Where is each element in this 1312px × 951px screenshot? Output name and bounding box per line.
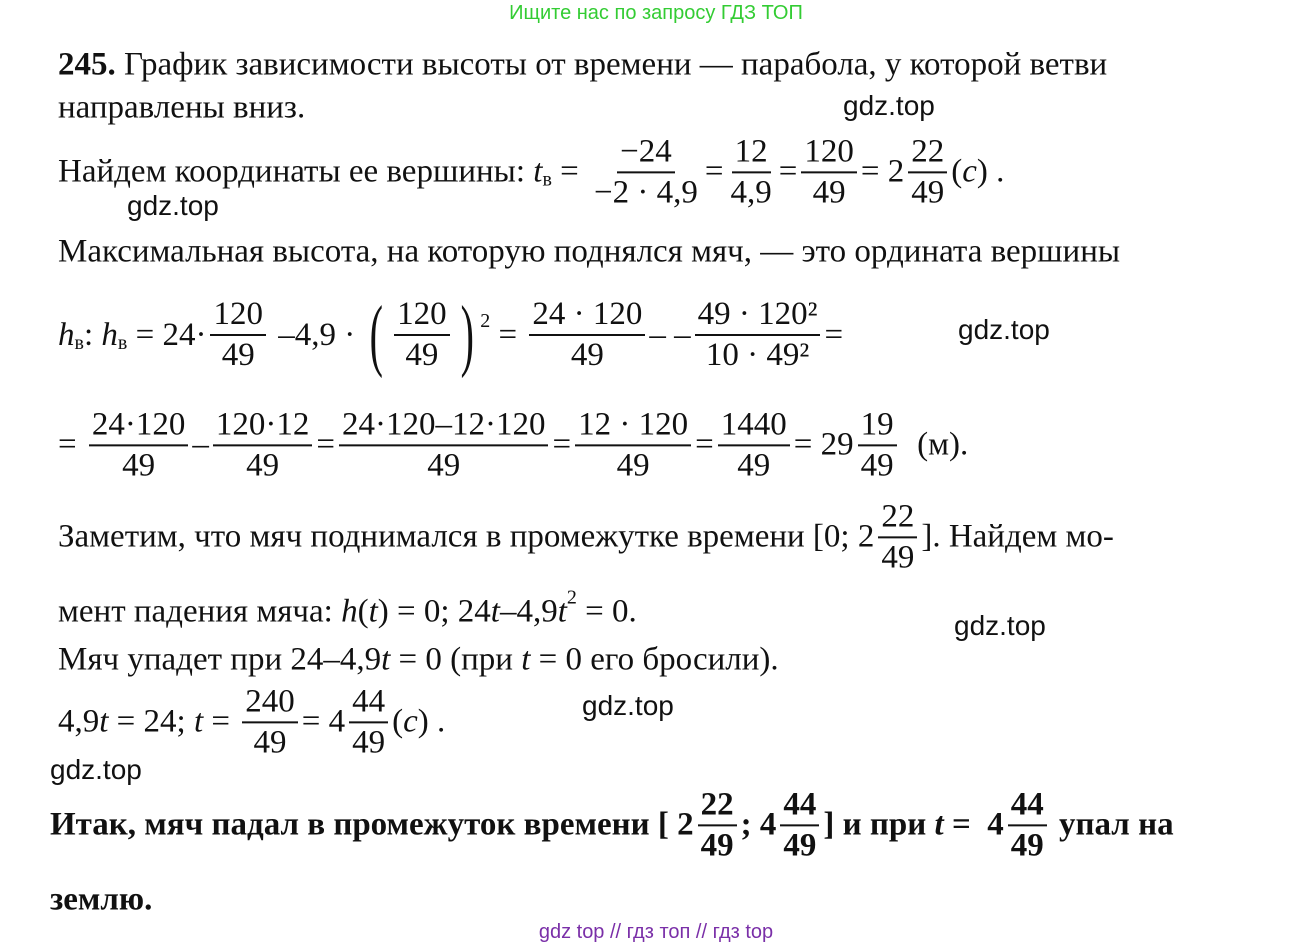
variable: t [934, 806, 944, 843]
fraction [210, 297, 266, 372]
fraction [698, 787, 737, 862]
fraction [529, 297, 645, 372]
variable: h [58, 316, 75, 353]
fraction [575, 407, 691, 482]
fraction [858, 407, 897, 482]
denominator: −2 · 4,9 [594, 174, 698, 210]
search-hint-header: Ищите нас по запросу ГДЗ ТОП [509, 2, 803, 24]
denominator: 49 [1010, 827, 1044, 863]
text-line [58, 586, 637, 631]
denominator: 49 [246, 447, 280, 483]
variable: h [101, 316, 118, 353]
text-segment: ( [951, 153, 963, 190]
text-segment: Заметим, что мяч поднимался в промежутке времени [0; 2 [58, 518, 875, 555]
text-segment: землю. [50, 881, 153, 918]
text-line [50, 882, 152, 919]
variable: c [403, 703, 418, 740]
text-segment: = 0 (при [390, 641, 522, 678]
denominator: 49 [616, 447, 650, 483]
denominator: 49 [570, 337, 604, 373]
denominator: 10 · 49² [705, 337, 810, 373]
watermark: gdz.top [582, 690, 674, 721]
text-segment: – [192, 426, 209, 463]
text-segment: : [83, 316, 102, 353]
denominator: 49 [405, 337, 439, 373]
fraction [801, 134, 857, 209]
numerator: 24·120 [89, 407, 189, 446]
fraction [394, 297, 450, 372]
text-segment: = 4 [301, 703, 346, 740]
numerator: 19 [858, 407, 897, 446]
text-segment: ( [392, 703, 404, 740]
numerator: 120 [210, 297, 266, 336]
watermark: gdz.top [843, 90, 935, 121]
numerator: 12 · 120 [575, 407, 691, 446]
text-segment: ) . [417, 703, 446, 740]
text-line [58, 499, 1114, 574]
watermark: gdz.top [954, 610, 1046, 641]
numerator: 44 [1008, 787, 1047, 826]
numerator: 44 [349, 684, 388, 723]
fraction [89, 407, 189, 482]
fraction [242, 684, 298, 759]
text-segment: – – [649, 316, 691, 353]
fraction [591, 134, 701, 209]
text-line [58, 90, 305, 127]
denominator: 49 [253, 724, 287, 760]
watermark: gdz.top [958, 314, 1050, 345]
variable: t [490, 593, 500, 630]
denominator: 49 [700, 827, 734, 863]
numerator: 44 [780, 787, 819, 826]
variable: h [341, 593, 358, 630]
text-line [58, 407, 968, 482]
denominator: 49 [427, 447, 461, 483]
fraction [718, 407, 790, 482]
text-line [58, 684, 445, 759]
numerator: 12 [732, 134, 771, 173]
text-segment: ( [357, 593, 369, 630]
fraction [213, 407, 313, 482]
text-segment: = [695, 426, 714, 463]
watermark: gdz.top [50, 754, 142, 785]
text-line [58, 642, 779, 679]
denominator: 4,9 [730, 174, 772, 210]
text-segment: = 2 [860, 153, 905, 190]
denominator: 49 [122, 447, 156, 483]
numerator: 1440 [718, 407, 790, 446]
variable: t [368, 593, 378, 630]
denominator: 49 [860, 447, 894, 483]
numerator: 240 [242, 684, 298, 723]
text-segment: ) . [976, 153, 1005, 190]
text-segment: = 4 [943, 806, 1004, 843]
numerator: 120 [801, 134, 857, 173]
variable: t [521, 641, 531, 678]
denominator: 49 [352, 724, 386, 760]
text-segment: = [551, 153, 588, 190]
numerator: 49 · 120² [695, 297, 821, 336]
denominator: 49 [783, 827, 817, 863]
text-segment: Итак, мяч падал в промежуток времени [ 2 [50, 806, 694, 843]
text-segment: = [778, 153, 798, 190]
text-segment: Мяч упадет при 24–4,9 [58, 641, 382, 678]
footer-links: gdz top // гдз топ // гдз top [538, 921, 774, 943]
denominator: 49 [881, 539, 915, 575]
text-segment: мент падения мяча: [58, 593, 342, 630]
fraction [878, 499, 917, 574]
text-segment: ]. Найдем мо- [921, 518, 1114, 555]
denominator: 49 [221, 337, 255, 373]
text-segment: –4,9 · [269, 316, 364, 353]
variable: t [533, 153, 543, 190]
fraction [780, 787, 819, 862]
text-segment: = [58, 426, 85, 463]
fraction [349, 684, 388, 759]
numerator: 22 [878, 499, 917, 538]
variable: c [962, 153, 977, 190]
denominator: 49 [911, 174, 945, 210]
text-segment: ) = 0; 24 [377, 593, 491, 630]
text-segment: = [704, 153, 724, 190]
text-segment: (м). [900, 426, 969, 463]
problem-number: 245. [58, 46, 116, 83]
text-segment: = 0. [576, 593, 637, 630]
text-line [58, 291, 844, 379]
text-segment: Найдем координаты ее вершины: [58, 153, 534, 190]
numerator: 120·12 [213, 407, 313, 446]
watermark: gdz.top [127, 190, 219, 221]
text-segment: = 24· [127, 316, 207, 353]
text-line [50, 787, 1174, 862]
subscript: в [117, 331, 128, 354]
text-segment: направлены вниз. [58, 89, 306, 126]
text-segment: 4,9 [58, 703, 100, 740]
subscript: в [542, 168, 552, 191]
fraction [695, 297, 821, 372]
denominator: 49 [737, 447, 771, 483]
fraction [728, 134, 775, 209]
numerator: 24·120–12·120 [339, 407, 548, 446]
numerator: −24 [617, 134, 675, 173]
text-segment: = 29 [793, 426, 854, 463]
text-segment: = [490, 316, 526, 353]
variable: t [193, 703, 204, 740]
numerator: 22 [908, 134, 947, 173]
fraction [339, 407, 548, 482]
text-segment: = [203, 703, 239, 740]
superscript: 2 [480, 309, 491, 332]
variable: t [381, 641, 391, 678]
text-line [58, 234, 1120, 271]
text-segment: = [824, 316, 844, 353]
numerator: 24 · 120 [529, 297, 645, 336]
fraction [1008, 787, 1047, 862]
text-line [58, 47, 1107, 84]
parenthesis: ( [370, 291, 384, 379]
denominator: 49 [812, 174, 846, 210]
numerator: 120 [394, 297, 450, 336]
superscript: 2 [566, 586, 577, 609]
text-segment: Максимальная высота, на которую поднялся мяч, — это ордината вершины [58, 233, 1121, 270]
variable: t [557, 593, 567, 630]
text-segment: = [552, 426, 572, 463]
text-segment: = 0 его бросили). [530, 641, 779, 678]
text-segment: График зависимости высоты от времени — парабола, у которой ветви [115, 46, 1108, 83]
fraction [908, 134, 947, 209]
parenthesis: ) [460, 291, 474, 379]
text-segment: ] и при [823, 806, 935, 843]
text-segment: –4,9 [499, 593, 558, 630]
numerator: 22 [698, 787, 737, 826]
variable: t [99, 703, 109, 740]
subscript: в [74, 331, 84, 354]
text-segment: ; 4 [740, 806, 777, 843]
text-segment: упал на [1050, 806, 1174, 843]
text-segment: = 24; [108, 703, 194, 740]
text-segment: = [316, 426, 335, 463]
